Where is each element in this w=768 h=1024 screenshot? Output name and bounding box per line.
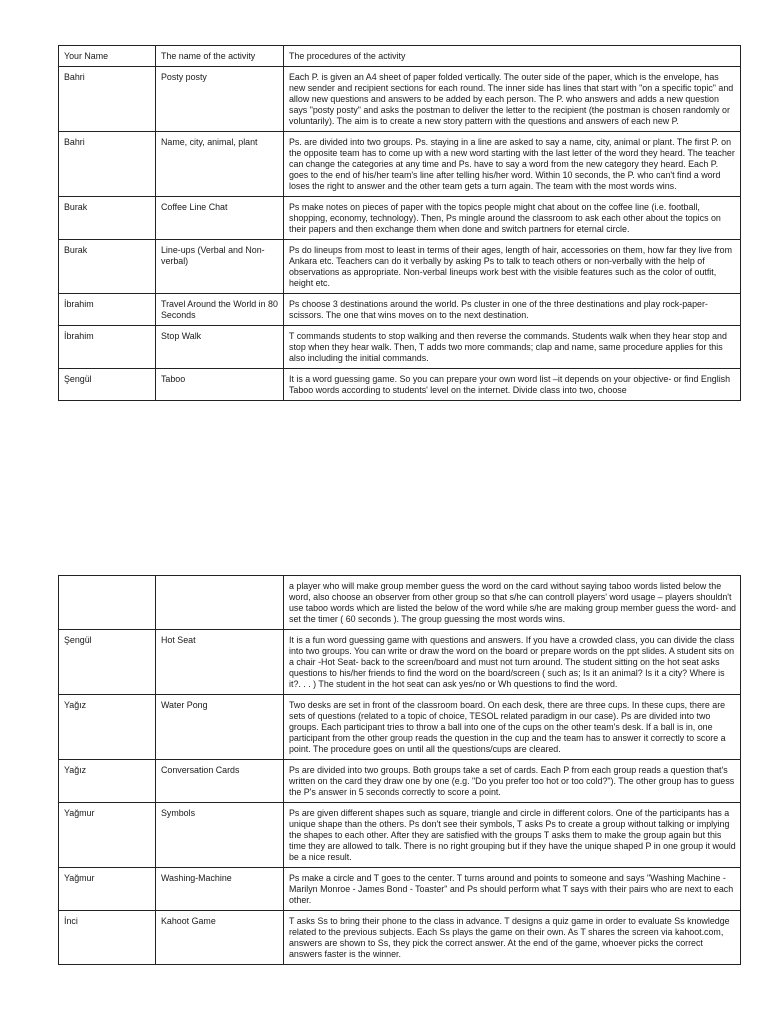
table-row xyxy=(59,67,741,132)
cell-procedure: T asks Ss to bring their phone to the class in advance. T designs a quiz game in order to evaluate Ss knowledge related to the previous subjects. Each Ss plays the game on their own. As T shares the screen via kahoot.com, answers are shown to Ss, they pick the correct answer. At the end of the game, whoever picks the correct answers faster is the winner. xyxy=(284,911,741,965)
cell-name: Yağmur xyxy=(59,868,156,911)
table-row xyxy=(59,760,741,803)
cell-name: Bahri xyxy=(59,67,156,132)
cell-procedure: Ps are given different shapes such as square, triangle and circle in different colors. One of the participants has a unique shape than the others. Ps don't see their symbols, T asks Ps to create a group without talking or implying the shapes to each other. After they are satisfied with the groups T asks them to make the group again but this time they are allowed to talk. There is no right grouping but if they have the unique shaped P in one group it would be a nice result. xyxy=(284,803,741,868)
cell-name: Şengül xyxy=(59,630,156,695)
table-row xyxy=(59,803,741,868)
table-row xyxy=(59,326,741,369)
cell-activity: Line-ups (Verbal and Non-verbal) xyxy=(156,240,284,294)
table-row xyxy=(59,630,741,695)
cell-name: Bahri xyxy=(59,132,156,197)
header-procedures: The procedures of the activity xyxy=(284,46,741,67)
table-row xyxy=(59,132,741,197)
cell-procedure: Ps make a circle and T goes to the center. T turns around and points to someone and says "Washing Machine - Marilyn Monroe - James Bond - Toaster" and Ps should perform what T says with their pairs who are next to each other. xyxy=(284,868,741,911)
cell-activity: Washing-Machine xyxy=(156,868,284,911)
activities-table-page-2 xyxy=(58,575,741,965)
cell-procedure: Ps are divided into two groups. Both groups take a set of cards. Each P from each group reads a question that's written on the card they draw one by one (e.g. "Do you prefer too hot or too cold?"). The other group has to guess the P's answer in 5 seconds correctly to score a point. xyxy=(284,760,741,803)
cell-procedure: a player who will make group member guess the word on the card without saying taboo words listed below the word, also choose an observer from other group so that s/he can controll players' word usage – players shouldn't use taboo words which are listed the below of the word while s/he are making group member guess the word- and set the timer ( 60 seconds ). The group guessing the most words wins. xyxy=(284,576,741,630)
cell-procedure: T commands students to stop walking and then reverse the commands. Students walk when they hear stop and stop when they hear walk. Then, T adds two more commands; clap and name, same procedure applies for this also including the initial commands. xyxy=(284,326,741,369)
cell-activity: Coffee Line Chat xyxy=(156,197,284,240)
activities-table-page-1 xyxy=(58,45,741,401)
table-row xyxy=(59,911,741,965)
table-row xyxy=(59,369,741,401)
cell-activity: Name, city, animal, plant xyxy=(156,132,284,197)
cell-activity: Kahoot Game xyxy=(156,911,284,965)
cell-procedure: Ps choose 3 destinations around the world. Ps cluster in one of the three destinations and play rock-paper-scissors. The one that wins moves on to the next destination. xyxy=(284,294,741,326)
cell-name: İbrahim xyxy=(59,294,156,326)
cell-procedure: Ps. are divided into two groups. Ps. staying in a line are asked to say a name, city, animal or plant. The first P. on the opposite team has to come up with a new word starting with the last letter of the word they heard. The teacher can change the categories at any time and Ps. have to say a word from the new category they heard. Each P. goes to the end of his/her team's line after telling his/her word. Within 10 seconds, the P. who can't find a word loses the right to answer and the other team gets a turn again. The team with the most words wins. xyxy=(284,132,741,197)
cell-name: Burak xyxy=(59,240,156,294)
cell-procedure: Ps make notes on pieces of paper with the topics people might chat about on the coffee line (i.e. football, shopping, economy, technology). Then, Ps mingle around the classroom to ask each other about the topics on their papers and then exchange them when done and switch partners for eternal circle. xyxy=(284,197,741,240)
cell-procedure: Each P. is given an A4 sheet of paper folded vertically. The outer side of the paper, which is the envelope, has new sender and recipient sections for each round. The inner side has lines that start with "on a specific topic" and allow new questions and answers to be added by each person. The P. who answers and adds a new question says "posty posty" and asks the postman to deliver the letter to the recipient (the postman is chosen randomly or voluntarily). The aim is to create a new story pattern with the questions and answers of each new P. xyxy=(284,67,741,132)
cell-name: İbrahim xyxy=(59,326,156,369)
cell-activity: Hot Seat xyxy=(156,630,284,695)
table-row xyxy=(59,294,741,326)
cell-activity: Taboo xyxy=(156,369,284,401)
cell-procedure: It is a word guessing game. So you can prepare your own word list –it depends on your objective- or find English Taboo words according to students' level on the internet. Divide class into two, choose xyxy=(284,369,741,401)
table-row xyxy=(59,197,741,240)
header-your-name: Your Name xyxy=(59,46,156,67)
cell-name: Burak xyxy=(59,197,156,240)
cell-activity: Posty posty xyxy=(156,67,284,132)
cell-name: Yağız xyxy=(59,695,156,760)
cell-name: Şengül xyxy=(59,369,156,401)
cell-name xyxy=(59,576,156,630)
header-activity-name: The name of the activity xyxy=(156,46,284,67)
cell-name: Yağmur xyxy=(59,803,156,868)
cell-procedure: Two desks are set in front of the classroom board. On each desk, there are three cups. In these cups, there are sets of questions (related to a topic of choice, TESOL related paradigm in our case). Ps are divided into two groups. Each participant tries to throw a ball into one of the cups on the other team's desk. If a ball is in, one participant from the other group reads the question in the cup and the team has to answer it correctly to score a point. The procedure goes on until all the questions/cups are cleared. xyxy=(284,695,741,760)
cell-procedure: It is a fun word guessing game with questions and answers. If you have a crowded class, you can divide the class into two groups. You can write or draw the word on the board or prepare words on the ppt slides. A student sits on a chair -Hot Seat- back to the screen/board and must not turn around. The student sitting on the hot seat asks questions to his/her friends to find the word on the board/screen ( such as; Is it an animal? Is it a city? Where is it?. . . ) The student in the hot seat can ask yes/no or Wh questions to find the word. xyxy=(284,630,741,695)
table-row xyxy=(59,240,741,294)
cell-activity xyxy=(156,576,284,630)
cell-activity: Symbols xyxy=(156,803,284,868)
cell-procedure: Ps do lineups from most to least in terms of their ages, length of hair, accessories on them, how far they live from Ankara etc. Teachers can do it verbally by asking Ps to talk to teach others or non-verbally with the help of observations as appropriate. Non-verbal lineups work best with the visible features such as the color of outfit, height etc. xyxy=(284,240,741,294)
table-row xyxy=(59,868,741,911)
cell-name: İnci xyxy=(59,911,156,965)
cell-activity: Travel Around the World in 80 Seconds xyxy=(156,294,284,326)
cell-activity: Conversation Cards xyxy=(156,760,284,803)
cell-activity: Stop Walk xyxy=(156,326,284,369)
cell-activity: Water Pong xyxy=(156,695,284,760)
table-row xyxy=(59,695,741,760)
cell-name: Yağız xyxy=(59,760,156,803)
table-row xyxy=(59,576,741,630)
table-header-row xyxy=(59,46,741,67)
